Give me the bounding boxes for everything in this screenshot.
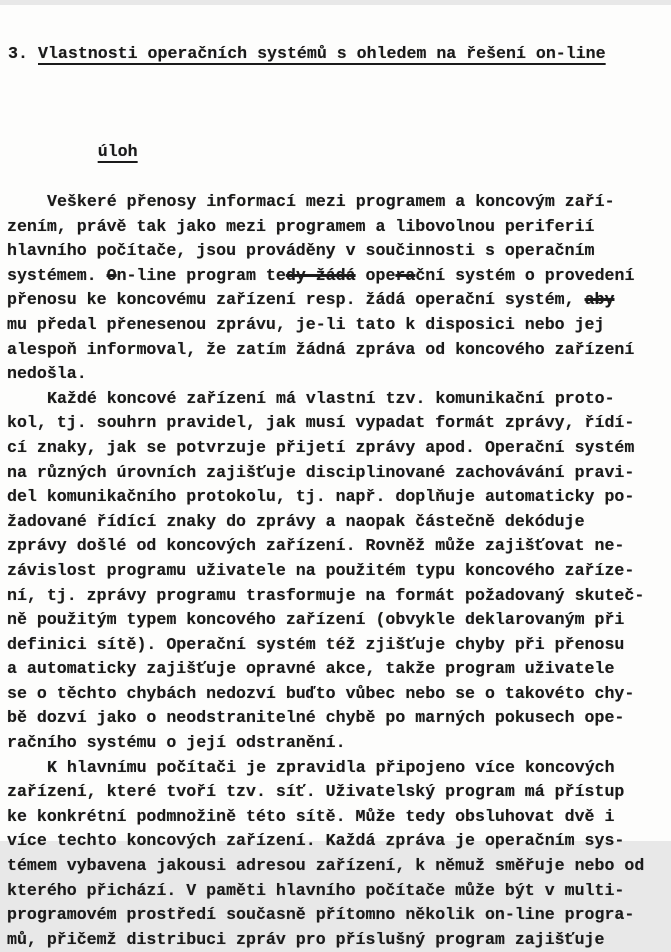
text-line [7,239,667,264]
text-segment: račního systému o její odstranění. [7,733,346,753]
text-line [7,706,667,731]
text-segment: nedošla. [7,364,87,384]
text-segment: K hlavnímu počítači je zpravidla připojeno více koncových [47,757,615,777]
text-segment: del komunikačního protokolu, tj. např. doplňuje automaticky po- [7,487,635,507]
text-segment: přenosu ke koncovému zařízení resp. žádá operační systém, [7,290,585,310]
struck-out-text: ra [395,265,416,285]
text-segment: ní, tj. zprávy programu trasformuje na formát požadovaný skuteč- [7,585,645,605]
text-line [7,387,667,412]
text-line [7,264,667,289]
text-segment: ční systém o provedení [415,265,635,285]
section-number: 3. [8,44,28,63]
text-segment: programovém prostředí současně přítomno několik on-line progra- [7,905,635,925]
section-title: Vlastnosti operačních systémů s ohledem na řešení on-line [38,44,606,63]
text-line [7,633,667,658]
text-segment: ně použitým typem koncového zařízení (obvykle deklarovaným při [7,610,625,630]
text-segment: zařízení, které tvoří tzv. síť. Uživatelský program má přístup [7,782,625,802]
text-segment: definici sítě). Operační systém též zjišťuje chyby při přenosu [7,634,625,654]
struck-out-text: O [106,265,117,285]
text-line [7,854,667,879]
section-title-continued: úloh [97,142,138,161]
text-line [7,584,667,609]
scanned-document-page [0,5,671,949]
text-line [7,288,667,313]
text-segment: hlavního počítače, jsou prováděny v součinnosti s operačním [7,241,595,261]
text-line [7,829,667,854]
text-segment: témem vybavena jakousi adresou zařízení, k němuž směřuje nebo od [7,856,645,876]
text-segment: kol, tj. souhrn pravidel, jak musí vypadat formát zprávy, řídí- [7,413,635,433]
text-segment: zením, právě tak jako mezi programem a libovolnou periferií [7,216,595,236]
text-segment: a automaticky zajišťuje opravné akce, takže program uživatele [7,659,615,679]
text-segment: zprávy došlé od koncových zařízení. Rovněž může zajišťovat ne- [7,536,625,556]
text-line [7,313,667,338]
section-heading-line1 [8,43,671,67]
text-line [7,534,667,559]
text-segment: cí znaky, jak se potvrzuje přijetí zprávy apod. Operační systém [7,437,635,457]
text-segment: Veškeré přenosy informací mezi programem a koncovým zaří- [47,192,615,211]
text-line [7,731,667,756]
text-line [7,559,667,584]
text-line [7,338,667,363]
text-segment: více techto koncových zařízení. Každá zpráva je operačním sys- [7,831,625,851]
text-segment: ope [355,265,396,285]
text-line [7,928,667,952]
document-body [7,190,667,952]
text-segment: žadované řídící znaky do zprávy a naopak částečně dekóduje [7,511,585,531]
text-line [7,608,667,633]
text-line [7,436,667,461]
text-line [7,411,667,436]
text-segment: se o těchto chybách nedozví buďto vůbec nebo se o takovéto chy- [7,683,635,703]
text-segment: n-line program te [116,265,286,285]
text-line [7,510,667,535]
text-segment: Každé koncové zařízení má vlastní tzv. komunikační proto- [47,388,615,408]
text-line [7,190,667,215]
text-segment: systémem. [7,265,107,285]
text-segment: bě dozví jako o neodstranitelné chybě po marných pokusech ope- [7,708,625,728]
text-segment: závislost programu uživatele na použitém typu koncového zaříze- [7,560,635,580]
text-line [7,657,667,682]
text-segment: mů, přičemž distribuci zpráv pro příslušný program zajišťuje [7,929,605,949]
text-segment: mu předal přenesenou zprávu, je-li tato k disposici nebo jej [7,314,605,334]
text-segment: kterého přichází. V paměti hlavního počítače může být v multi- [7,880,625,900]
text-segment: na různých úrovních zajišťuje disciplinované zachovávání pravi- [7,462,635,482]
struck-out-text: dy žádá [285,265,356,285]
text-line [7,485,667,510]
text-line [7,879,667,904]
text-line [7,780,667,805]
text-line [7,682,667,707]
text-line [7,903,667,928]
text-segment: alespoň informoval, že zatím žádná zpráva od koncového zařízení [7,339,635,359]
section-heading-line2 [38,119,671,161]
text-segment: ke konkrétní podmnožině této sítě. Může tedy obsluhovat dvě i [7,806,615,826]
struck-out-text: aby [584,290,615,310]
text-line [7,215,667,240]
text-line [7,805,667,830]
text-line [7,362,667,387]
text-line [7,756,667,781]
text-line [7,461,667,486]
section-heading [8,5,671,181]
